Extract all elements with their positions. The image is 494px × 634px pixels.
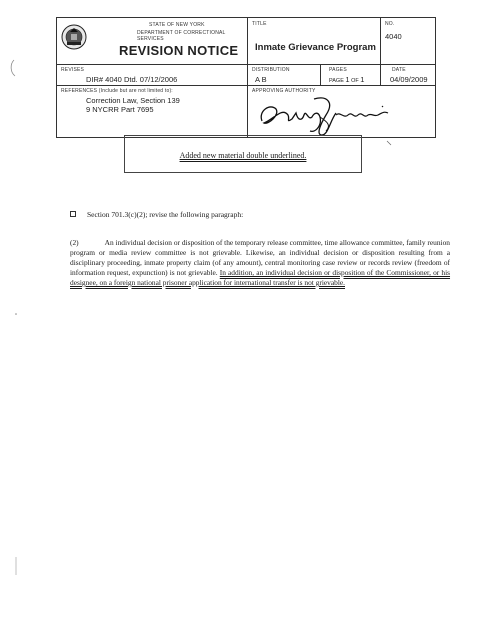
section-instruction: Section 701.3(c)(2); revise the following paragraph: (87, 210, 244, 219)
added-material-text: Added new material double underlined. (179, 151, 307, 160)
reference-line-1: Correction Law, Section 139 (86, 96, 180, 105)
number-label: NO. (385, 21, 395, 27)
distribution-value: A B (255, 75, 267, 84)
scan-dot-icon (14, 312, 18, 316)
distribution-cell (247, 64, 321, 86)
approving-cell (247, 85, 436, 138)
number-value: 4040 (385, 32, 402, 41)
revised-paragraph (70, 238, 450, 288)
pages-value (329, 75, 364, 84)
section-checkbox (70, 211, 76, 217)
notice-title-cell (56, 17, 248, 65)
pages-label: PAGES (329, 67, 347, 73)
signature-icon (256, 91, 396, 141)
paragraph-added-text: In addition, an individual decision or disposition of the Commissioner, or his designee, on a foreign national prisoner application for international transfer is not grievable. (70, 268, 451, 287)
references-cell (56, 85, 248, 138)
revises-label: REVISES (61, 67, 85, 73)
date-label: DATE (392, 67, 406, 73)
scan-tick-icon (386, 140, 392, 146)
title-cell (247, 17, 381, 65)
title-label: TITLE (252, 21, 267, 27)
pages-cell (320, 64, 381, 86)
pages-total: 1 (360, 75, 365, 84)
date-cell (380, 64, 436, 86)
added-material-notice (124, 135, 362, 173)
scan-line-icon (14, 556, 18, 576)
references-label: REFERENCES (Include but are not limited to): (61, 88, 173, 94)
title-value: Inmate Grievance Program (255, 42, 376, 53)
state-label: STATE OF NEW YORK (149, 22, 205, 28)
notice-title: REVISION NOTICE (119, 43, 239, 58)
revises-cell (56, 64, 248, 86)
state-seal-icon (61, 24, 87, 50)
revises-value: DIR# 4040 Dtd. 07/12/2006 (86, 75, 178, 84)
pages-current: 1 (345, 75, 350, 84)
pages-prefix: PAGE (329, 78, 344, 84)
revision-notice-header (56, 17, 436, 138)
paragraph-number: (2) (70, 238, 79, 247)
approving-label: APPROVING AUTHORITY (252, 88, 316, 94)
department-label: DEPARTMENT OF CORRECTIONAL SERVICES (137, 30, 226, 42)
paragraph-text: An individual decision or disposition of the temporary release committee, time allowance committee, family reunion program or media review committee is not grievable. Likewise, an individual decision or disposition resulting from a disciplinary proceeding, inmate property claim (of any amount), central monitoring case review or records review (freedom of information request, expunction) is not grievable. (70, 238, 450, 277)
reference-line-2: 9 NYCRR Part 7695 (86, 105, 154, 114)
date-value: 04/09/2009 (390, 75, 428, 84)
scan-mark-icon (8, 58, 18, 78)
pages-of: OF (351, 78, 359, 84)
distribution-label: DISTRIBUTION (252, 67, 290, 73)
number-cell (380, 17, 436, 65)
